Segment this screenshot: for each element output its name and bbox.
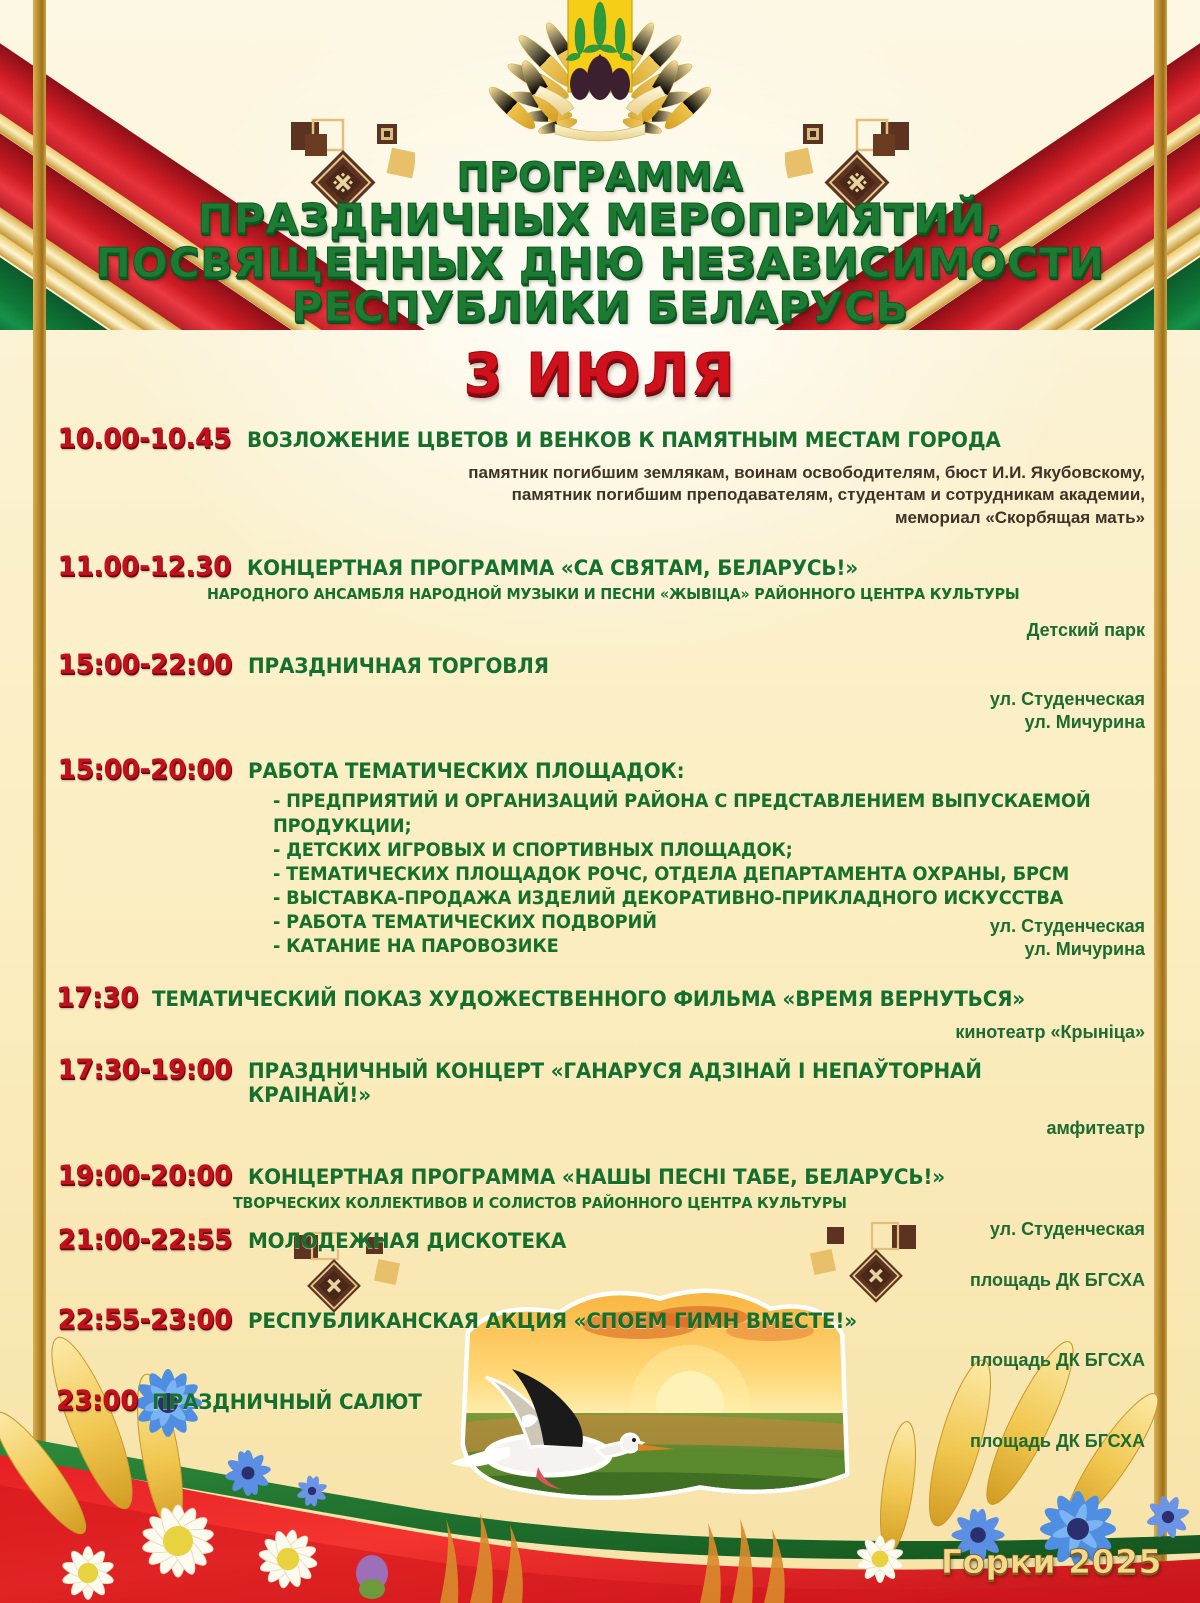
event-venue-line: кинотеатр «Крыніца» [955,1021,1145,1042]
event-bullet: - ВЫСТАВКА-ПРОДАЖА ИЗДЕЛИЙ ДЕКОРАТИВНО-ПРИКЛАДНОГО ИСКУССТВА [273,887,1064,909]
event-detail-line: памятник погибшим преподавателям, студентам и сотрудникам академии, [511,485,1145,505]
event-time: 17:30 [56,981,139,1013]
program-item [55,754,1145,961]
event-venue-line: амфитеатр [1046,1117,1145,1138]
event-title: ТЕМАТИЧЕСКИЙ ПОКАЗ ХУДОЖЕСТВЕННОГО ФИЛЬМА «ВРЕМЯ ВЕРНУТЬСЯ» [152,986,1026,1011]
event-title: ПРАЗДНИЧНЫЙ КОНЦЕРТ «ГАНАРУСЯ АДЗІНАЙ І НЕПАЎТОРНАЙ КРАІНАЙ!» [247,1058,982,1107]
event-detail [55,462,1145,529]
event-venue [55,1021,1145,1044]
event-venue [55,1349,1145,1372]
event-time: 21:00-22:55 [57,1223,233,1255]
event-venue-line: ул. Студенческая [989,688,1145,709]
event-time: 23:00 [56,1384,139,1416]
event-title: РЕСПУБЛИКАНСКАЯ АКЦИЯ «СПОЕМ ГИМН ВМЕСТЕ!» [247,1309,857,1334]
event-time: 11.00-12.30 [57,551,232,583]
event-detail-line: мемориал «Скорбящая мать» [894,507,1145,527]
event-venue [55,688,1145,735]
event-venue-line: ул. Мичурина [1024,712,1145,733]
event-venue-line: ул. Мичурина [1024,939,1145,960]
event-date: 3 ИЮЛЯ [463,342,737,407]
program-item [55,1054,1145,1140]
event-bullet: - РАБОТА ТЕМАТИЧЕСКИХ ПОДВОРИЙ [273,911,657,933]
event-venue-line: площадь ДК БГСХА [969,1269,1145,1290]
page-title-line-4: РЕСПУБЛИКИ БЕЛАРУСЬ [291,283,909,331]
page-title-line-2: ПРАЗДНИЧНЫХ МЕРОПРИЯТИЙ, [197,195,1003,243]
event-title: ПРАЗДНИЧНАЯ ТОРГОВЛЯ [247,653,549,678]
event-time: 15:00-22:00 [57,648,233,680]
event-venue-line: ул. Студенческая [989,1219,1145,1240]
event-bullet: - ТЕМАТИЧЕСКИХ ПЛОЩАДОК РОЧС, ОТДЕЛА ДЕПАРТАМЕНТА ОХРАНЫ, БРСМ [273,863,1070,885]
event-title: МОЛОДЕЖНАЯ ДИСКОТЕКА [247,1228,566,1253]
event-venue [55,1269,1145,1292]
event-time: 10.00-10.45 [57,423,232,454]
program-item [55,649,1145,735]
program-list [55,423,1145,1453]
event-title: КОНЦЕРТНАЯ ПРОГРАММА «СА СВЯТАМ, БЕЛАРУСЬ!» [246,556,858,581]
event-bullet-list [273,790,1145,958]
event-time: 19:00-20:00 [57,1160,233,1192]
event-venue [55,1430,1145,1453]
event-bullet: ПРОДУКЦИИ; [273,815,412,837]
program-item [55,1304,1145,1372]
event-bullet: - ДЕТСКИХ ИГРОВЫХ И СПОРТИВНЫХ ПЛОЩАДОК; [273,839,793,861]
footer-location-year: Горки 2025 [940,1542,1162,1581]
event-title: КОНЦЕРТНАЯ ПРОГРАММА «НАШЫ ПЕСНІ ТАБЕ, БЕЛАРУСЬ!» [247,1165,945,1190]
event-time: 22:55-23:00 [57,1304,233,1336]
program-item [55,1385,1145,1453]
program-item [55,551,1145,642]
event-detail-line: памятник погибшим землякам, воинам освободителям, бюст И.И. Якубовскому, [468,463,1145,482]
title-block [55,0,1145,407]
event-title: РАБОТА ТЕМАТИЧЕСКИХ ПЛОЩАДОК: [247,759,685,784]
event-venue-line: Детский парк [1026,620,1145,641]
event-bullet: - КАТАНИЕ НА ПАРОВОЗИКЕ [273,935,559,957]
page-title-line-1: ПРОГРАММА [456,155,744,198]
event-venue [55,1117,1145,1140]
event-venue [55,619,1145,642]
event-bullet: - ПРЕДПРИЯТИЙ И ОРГАНИЗАЦИЙ РАЙОНА С ПРЕДСТАВЛЕНИЕМ ВЫПУСКАЕМОЙ [273,791,1091,813]
page-title-line-3: ПОСВЯЩЕННЫХ ДНЮ НЕЗАВИСИМОСТИ [95,239,1105,287]
event-time: 17:30-19:00 [57,1053,233,1085]
event-time: 15:00-20:00 [57,754,233,786]
event-subtitle: ТВОРЧЕСКИХ КОЛЛЕКТИВОВ И СОЛИСТОВ РАЙОННОГО ЦЕНТРА КУЛЬТУРЫ [233,1194,847,1213]
program-item [55,423,1145,529]
event-venue-line: ул. Студенческая [989,915,1145,936]
event-subtitle: НАРОДНОГО АНСАМБЛЯ НАРОДНОЙ МУЗЫКИ И ПЕСНИ «ЖЫВІЦА» РАЙОННОГО ЦЕНТРА КУЛЬТУРЫ [207,585,1020,604]
poster-content [55,0,1145,1603]
event-title: ПРАЗДНИЧНЫЙ САЛЮТ [152,1389,423,1414]
program-item [55,982,1145,1044]
event-venue-line: площадь ДК БГСХА [969,1350,1145,1371]
program-item [55,1224,1145,1292]
event-venue-line: площадь ДК БГСХА [969,1430,1145,1451]
event-title: ВОЗЛОЖЕНИЕ ЦВЕТОВ И ВЕНКОВ К ПАМЯТНЫМ МЕСТАМ ГОРОДА [246,428,1001,452]
